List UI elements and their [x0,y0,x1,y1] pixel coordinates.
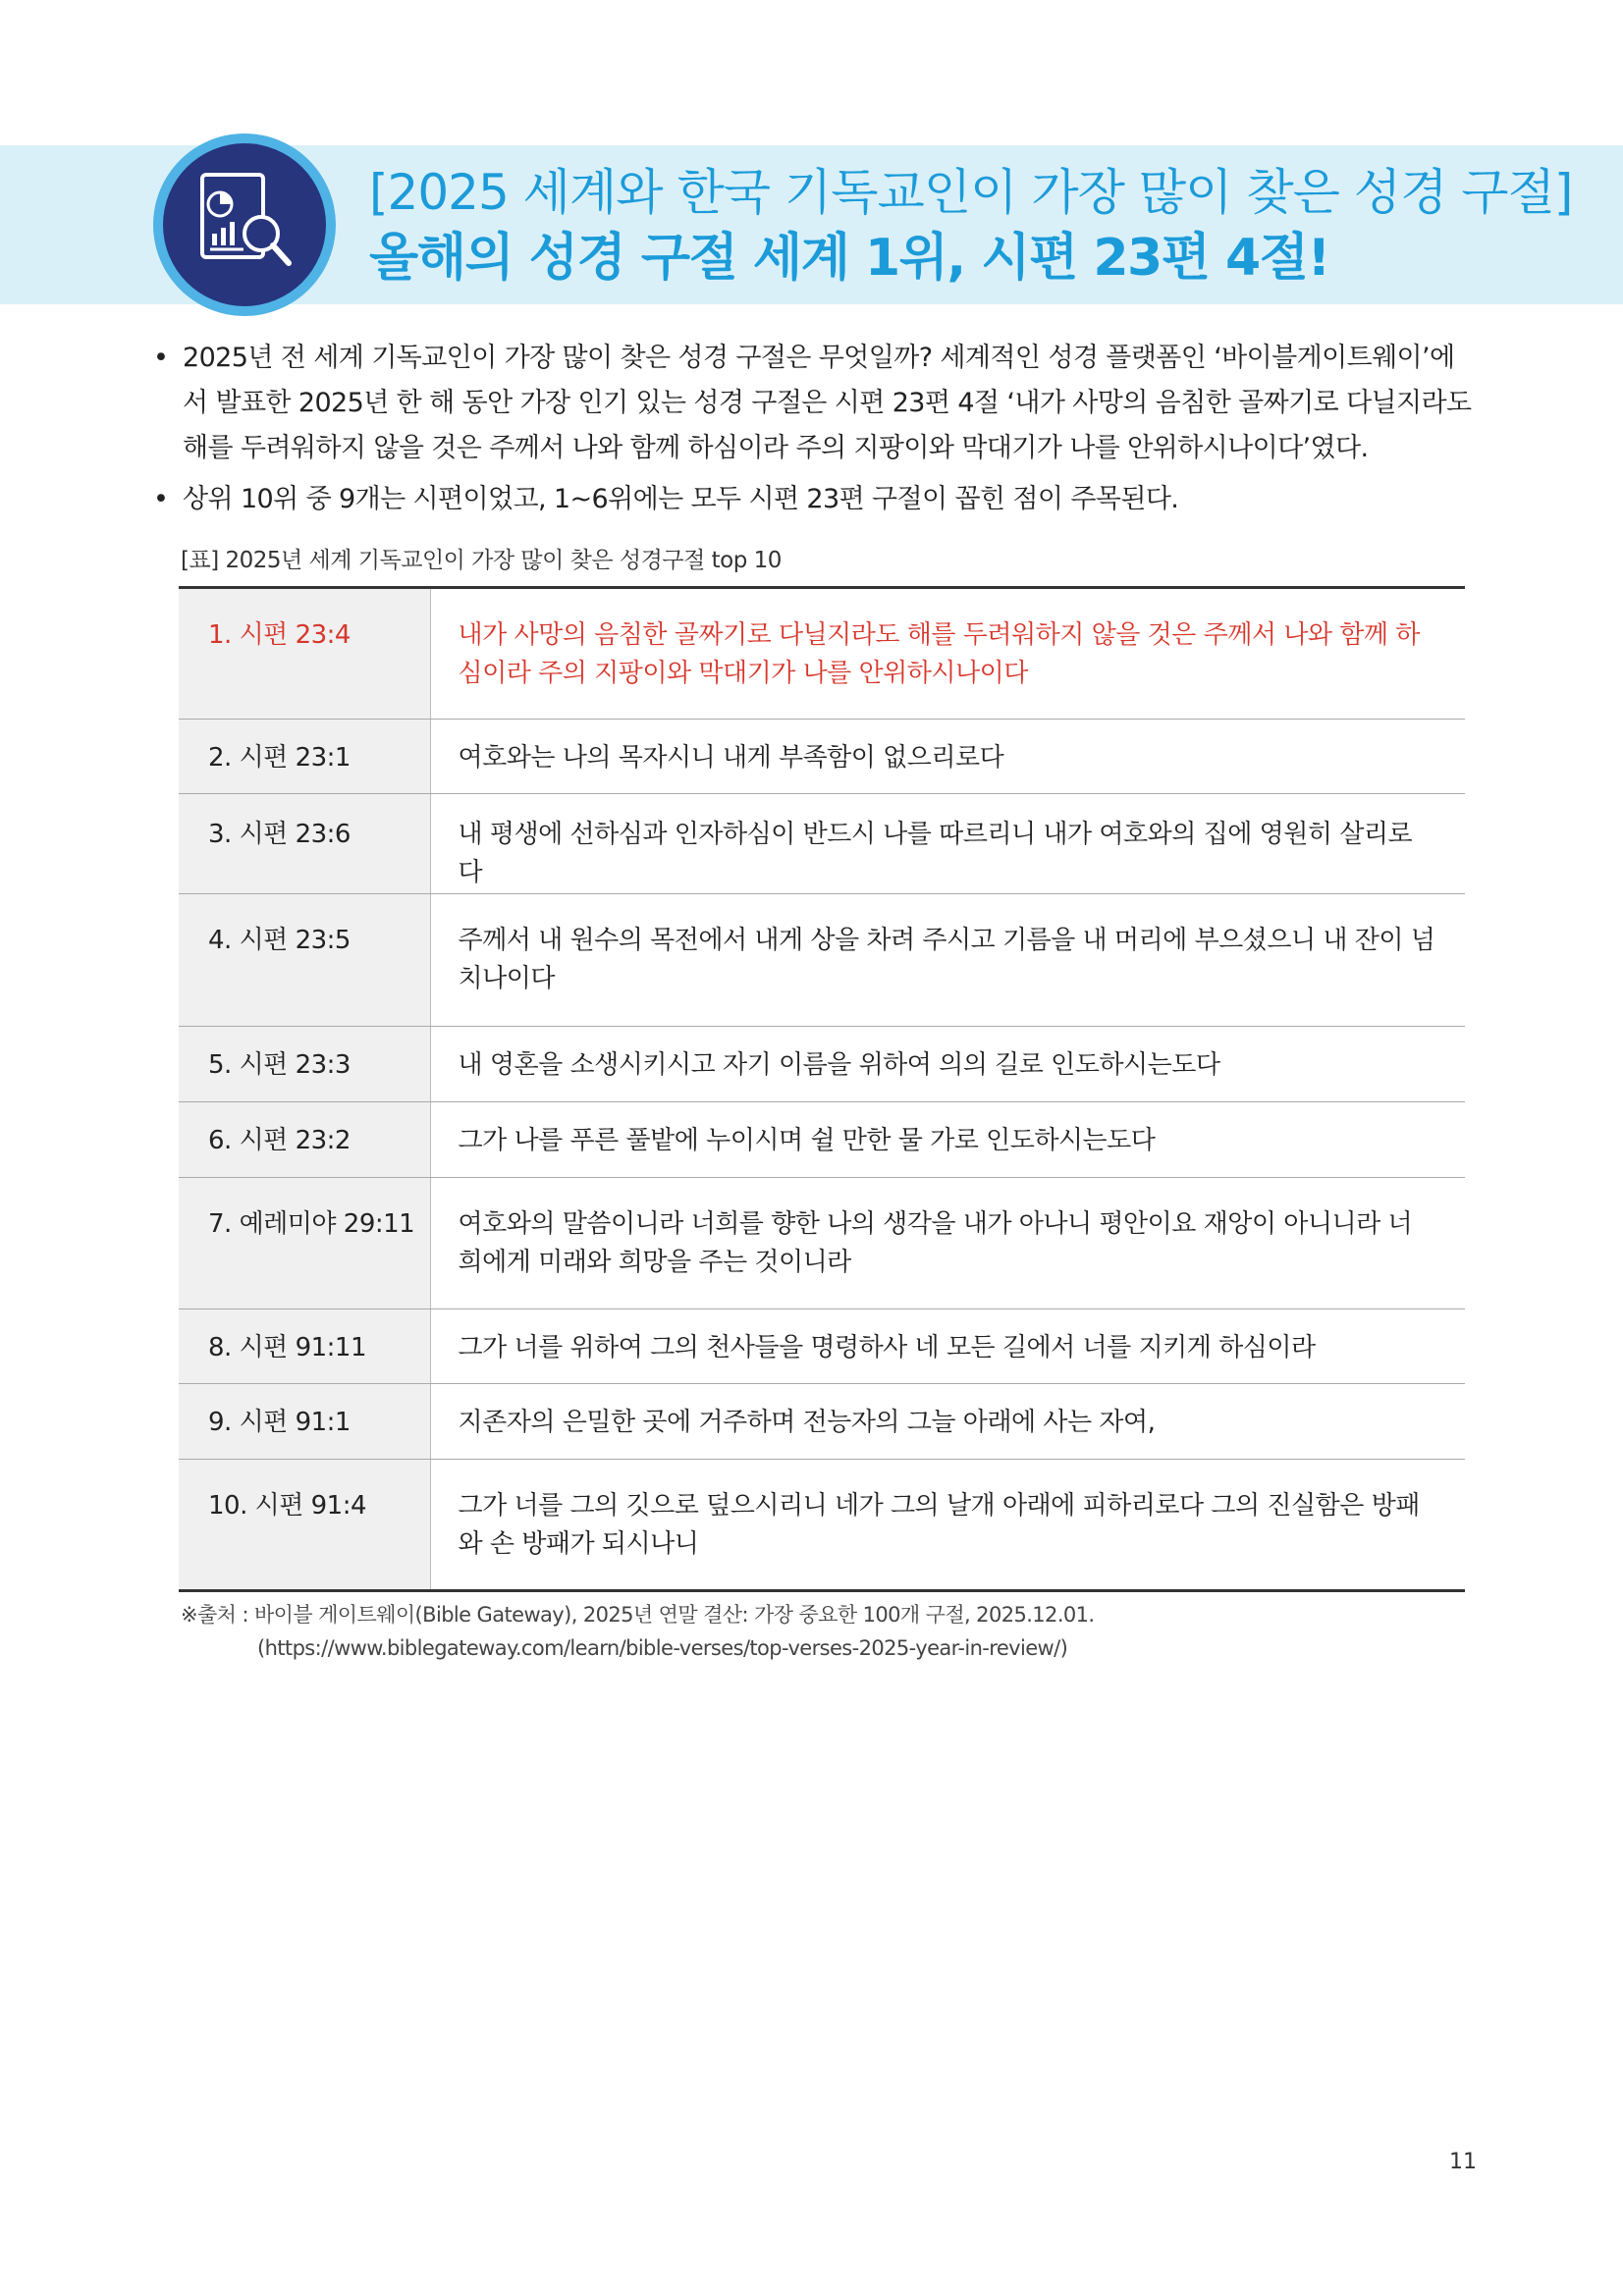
verse-text: 그가 너를 그의 깃으로 덮으시리니 네가 그의 날개 아래에 피하리로다 그의 진실함은 방패와 손 방패가 되시나니 [458,1491,1420,1559]
verse-reference: 10. 시편 91:4 [179,1460,430,1591]
source-note [181,1598,1095,1665]
verse-reference: 5. 시편 23:3 [179,1027,430,1102]
source-url: (https://www.biblegateway.com/learn/bible-verses/top-verses-2025-year-in-review/) [257,1636,1068,1660]
bullet-marker: • [153,484,169,514]
verse-text: 여호와는 나의 목자시니 내게 부족함이 없으리로다 [430,720,1465,794]
bullet-item [153,477,1479,522]
source-citation: ※출처 : 바이블 게이트웨이(Bible Gateway), 2025년 연말 결산: 가장 중요한 100개 구절, 2025.12.01. [181,1603,1095,1627]
bullet-text: 2025년 전 세계 기독교인이 가장 많이 찾은 성경 구절은 무엇일까? 세계적인 성경 플랫폼인 ‘바이블게이트웨이’에서 발표한 2025년 한 해 동안 가장 인기 있는 성경 구절은 시편 23편 4절 ‘내가 사망의 음침한 골짜기로 다닐지라도 해를 두려워하지 않을 것은 주께서 나와 함께 하심이라 주의 지팡이와 막대기가 나를 안위하시나이다’였다. [183,343,1472,463]
verse-reference: 3. 시편 23:6 [179,794,430,894]
icon-inner-circle [163,143,326,306]
table-caption: [표] 2025년 세계 기독교인이 가장 많이 찾은 성경구절 top 10 [181,548,782,573]
verse-text: 지존자의 은밀한 곳에 거주하며 전능자의 그늘 아래에 사는 자여, [430,1384,1465,1460]
table-row [179,1102,1465,1178]
verse-reference: 2. 시편 23:1 [179,720,430,794]
table-row [179,1309,1465,1384]
verse-text: 주께서 내 원수의 목전에서 내게 상을 차려 주시고 기름을 내 머리에 부으셨으니 내 잔이 넘치나이다 [430,894,1465,1027]
table-row [179,894,1465,1027]
table-row [179,1384,1465,1460]
verse-reference: 9. 시편 91:1 [179,1384,430,1460]
verse-reference: 1. 시편 23:4 [179,588,430,720]
title-line-2: 올해의 성경 구절 세계 1위, 시편 23편 4절! [369,229,1329,288]
verse-reference: 6. 시편 23:2 [179,1102,430,1178]
verse-text: 내 평생에 선하심과 인자하심이 반드시 나를 따르리니 내가 여호와의 집에 영원히 살리로다 [430,794,1465,894]
table-row [179,1460,1465,1591]
report-magnifier-icon [153,133,336,316]
verse-text: 여호와의 말씀이니라 너희를 향한 나의 생각을 내가 아나니 평안이요 재앙이 아니니라 너희에게 미래와 희망을 주는 것이니라 [430,1178,1465,1309]
report-magnifier-icon-graphic [163,143,326,306]
verse-reference: 8. 시편 91:11 [179,1309,430,1384]
table-row [179,794,1465,894]
table-row [179,1027,1465,1102]
verse-text: 내가 사망의 음침한 골짜기로 다닐지라도 해를 두려워하지 않을 것은 주께서 나와 함께 하심이라 주의 지팡이와 막대기가 나를 안위하시나이다 [430,588,1465,720]
verse-reference: 7. 예레미야 29:11 [179,1178,430,1309]
verse-text: 그가 나를 푸른 풀밭에 누이시며 쉴 만한 물 가로 인도하시는도다 [430,1102,1465,1178]
bullet-item [153,336,1479,471]
bullet-marker: • [153,343,169,373]
title-line-1: [2025 세계와 한국 기독교인이 가장 많이 찾은 성경 구절] [369,164,1573,221]
bullet-text: 상위 10위 중 9개는 시편이었고, 1~6위에는 모두 시편 23편 구절이 꼽힌 점이 주목된다. [183,484,1179,514]
page-number: 11 [1449,2150,1477,2174]
table-row [179,588,1465,720]
bullet-list [153,336,1479,528]
verse-text: 그가 너를 위하여 그의 천사들을 명령하사 네 모든 길에서 너를 지키게 하심이라 [430,1309,1465,1384]
verse-text: 내 영혼을 소생시키시고 자기 이름을 위하여 의의 길로 인도하시는도다 [430,1027,1465,1102]
verse-reference: 4. 시편 23:5 [179,894,430,1027]
verse-table [179,586,1465,1592]
table-row [179,720,1465,794]
table-row [179,1178,1465,1309]
